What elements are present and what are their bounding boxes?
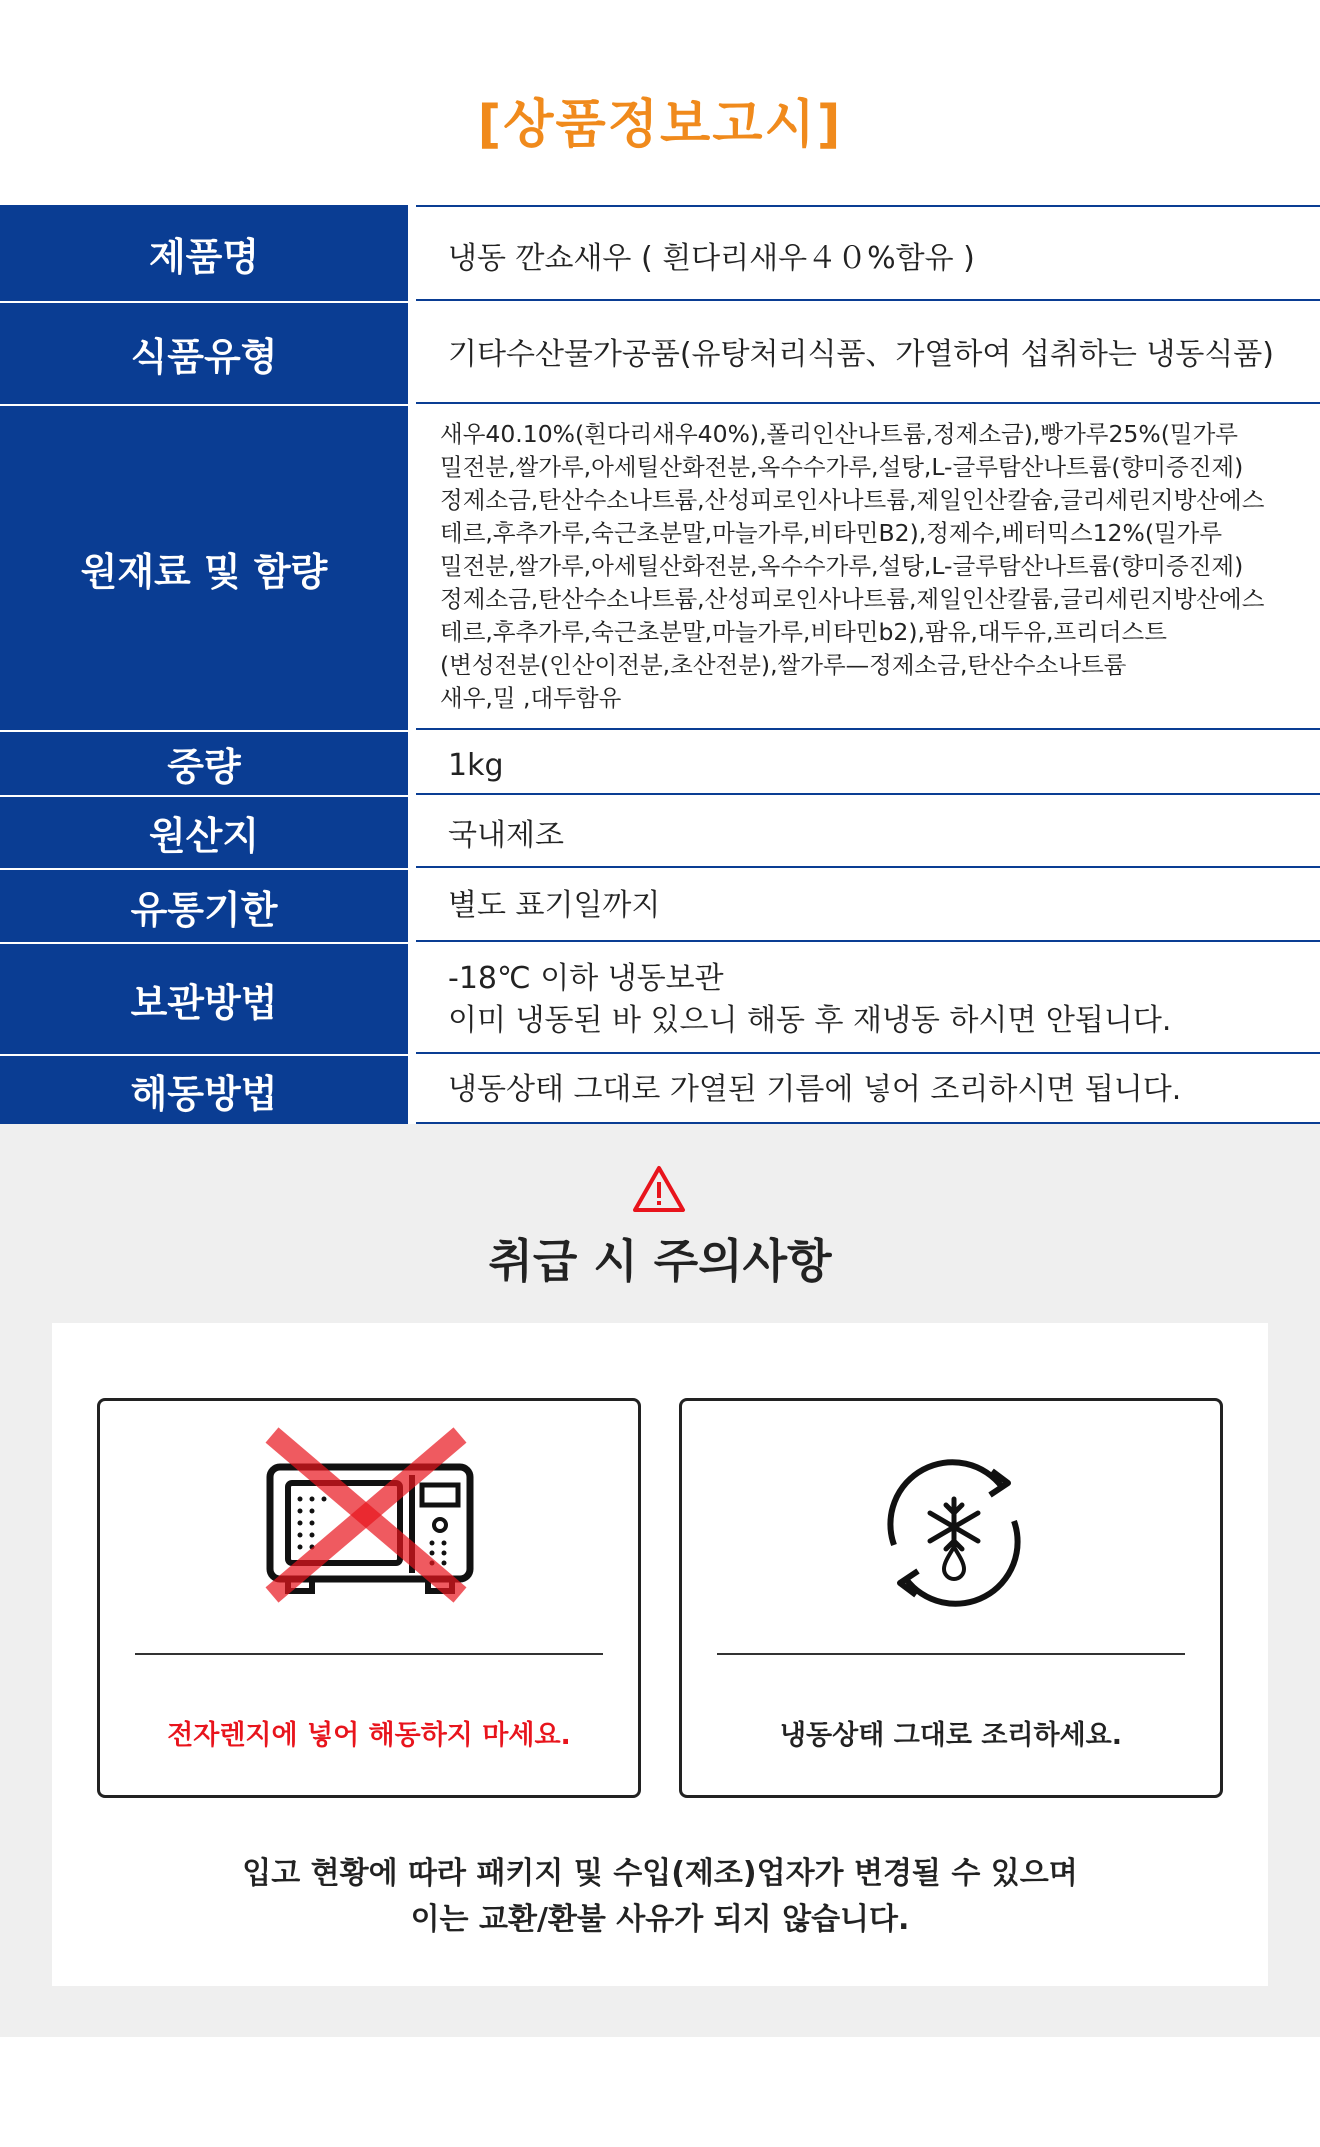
row-origin [0,797,1320,868]
row-ingredients [0,406,1320,730]
card-cook-frozen [679,1398,1223,1798]
value-food-type [416,303,1320,404]
ingredients-line: (변성전분(인산이전분,초산전분),쌀가루—정제소금,탄산수소나트륨 [440,651,1127,679]
origin-text: 국내제조 [448,818,564,853]
expiry-text: 별도 표기일까지 [448,888,661,923]
row-food-type [0,303,1320,404]
label-product-name: 제품명 [0,205,408,301]
ingredients-line: 테르,후추가루,숙근초분말,마늘가루,비타민b2),팜유,대두유,프리더스트 [440,618,1167,646]
warning-triangle-icon [631,1164,687,1214]
value-origin [416,797,1320,868]
caption-cook-frozen: 냉동상태 그대로 조리하세요. [779,1720,1123,1751]
value-weight [416,732,1320,795]
row-product-name [0,205,1320,301]
value-thaw [416,1056,1320,1124]
label-expiry: 유통기한 [0,870,408,942]
product-name-text: 냉동 깐쇼새우 ( 흰다리새우４０%함유 ) [448,241,975,276]
row-expiry [0,870,1320,942]
value-storage [416,944,1320,1054]
label-food-type: 식품유형 [0,303,408,404]
label-storage: 보관방법 [0,944,408,1054]
weight-text: 1kg [448,748,504,783]
label-weight: 중량 [0,732,408,795]
value-ingredients [416,406,1320,730]
label-thaw: 해동방법 [0,1056,408,1124]
card-no-microwave [97,1398,641,1798]
ingredients-line: 밀전분,쌀가루,아세틸산화전분,옥수수가루,설탕,L-글루탐산나트륨(향미증진제) [440,552,1244,580]
value-product-name [416,205,1320,301]
row-storage [0,944,1320,1054]
storage-line-2: 이미 냉동된 바 있으니 해동 후 재냉동 하시면 안됩니다. [448,1003,1172,1038]
card-divider [135,1653,603,1655]
ingredients-line: 정제소금,탄산수소나트륨,산성피로인사나트륨,제일인산칼륨,글리세린지방산에스 [440,585,1265,613]
row-thaw [0,1056,1320,1124]
caution-title: 취급 시 주의사항 [488,1234,832,1288]
value-expiry [416,870,1320,942]
thaw-text: 냉동상태 그대로 가열된 기름에 넣어 조리하시면 됩니다. [448,1072,1182,1107]
page-title: [상품정보고시] [477,95,843,155]
ingredients-line: 정제소금,탄산수소나트륨,산성피로인사나트륨,제일인산칼슘,글리세린지방산에스 [440,486,1265,514]
ingredients-line: 테르,후추가루,숙근초분말,마늘가루,비타민B2),정제수,베터믹스12%(밀가루 [440,519,1223,547]
food-type-text: 기타수산물가공품(유탕처리식품、가열하여 섭취하는 냉동식품) [448,337,1274,372]
notice-line-1: 입고 현황에 따라 패키지 및 수입(제조)업자가 변경될 수 있으며 [242,1856,1078,1891]
notice-line-2: 이는 교환/환불 사유가 되지 않습니다. [410,1902,910,1937]
storage-line-1: -18℃ 이하 냉동보관 [448,961,724,996]
label-origin: 원산지 [0,797,408,868]
card-divider [717,1653,1185,1655]
ingredients-line: 밀전분,쌀가루,아세틸산화전분,옥수수가루,설탕,L-글루탐산나트륨(향미증진제) [440,453,1244,481]
ingredients-line: 새우40.10%(흰다리새우40%),폴리인산나트륨,정제소금),빵가루25%(밀가루 [440,420,1238,448]
caption-no-microwave: 전자렌지에 넣어 해동하지 마세요. [167,1720,571,1751]
ingredients-line: 새우,밀 ,대두함유 [440,684,622,712]
microwave-crossed-icon [260,1427,480,1607]
frozen-cycle-icon [872,1451,1036,1615]
row-weight [0,732,1320,795]
label-ingredients: 원재료 및 함량 [0,406,408,730]
